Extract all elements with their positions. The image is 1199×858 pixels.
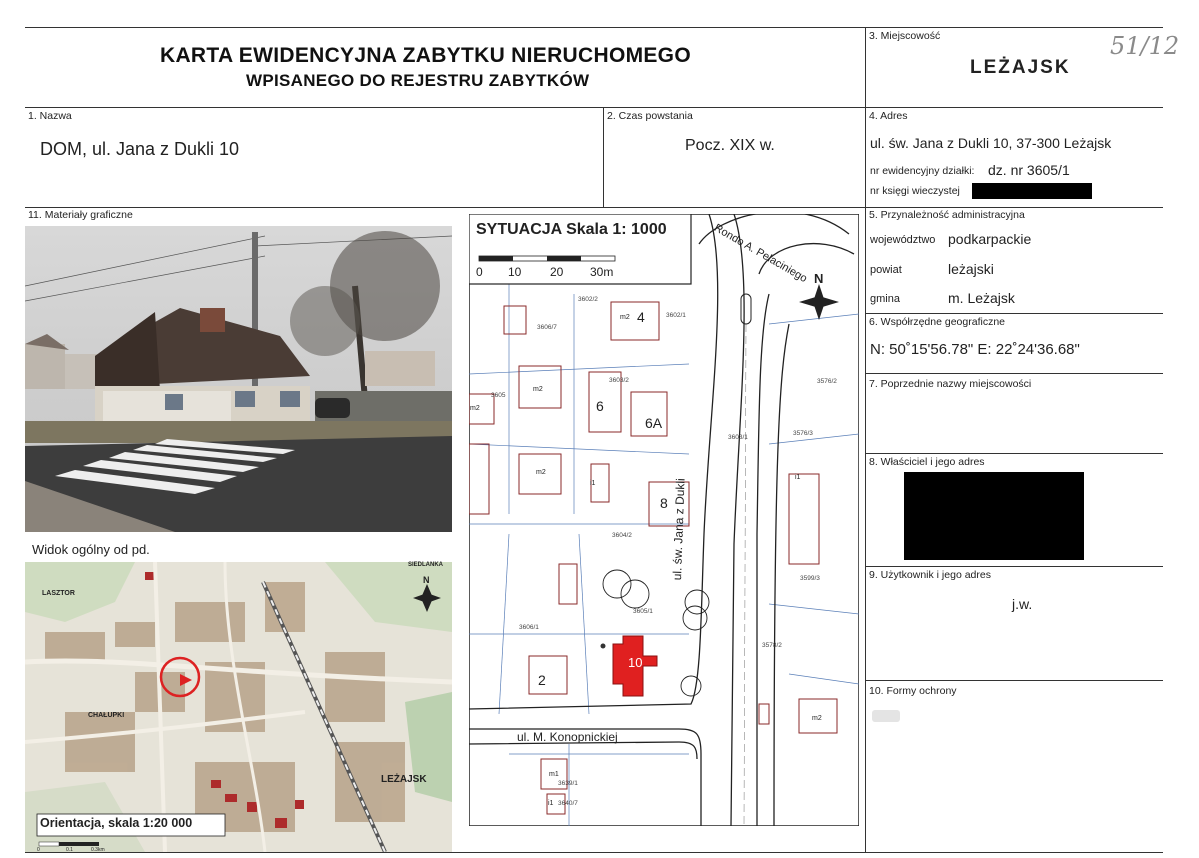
mark-i1-c: i1 — [548, 800, 554, 807]
place-chalupki: CHAŁUPKI — [88, 712, 125, 719]
header-vertical — [865, 27, 866, 852]
orientation-scale-1: 0.1 — [66, 847, 73, 853]
right-divider-5 — [865, 313, 1163, 314]
street-konopnickiej: ul. M. Konopnickiej — [517, 730, 618, 744]
wojewodztwo-value: podkarpackie — [948, 231, 1032, 247]
building-number-8: 8 — [660, 495, 668, 511]
situation-north: N — [814, 271, 824, 286]
mark-m2-b: m2 — [536, 469, 546, 476]
mark-m1: m1 — [549, 771, 559, 778]
right-divider-6 — [865, 373, 1163, 374]
miejscowosc-value: LEŻAJSK — [970, 57, 1071, 78]
situation-scale-0: 0 — [476, 265, 483, 279]
right-divider-4 — [865, 207, 1163, 208]
parcel-label: 3605/1 — [633, 608, 653, 615]
miejscowosc-label: 3. Miejscowość — [869, 30, 941, 42]
row1-divider — [25, 207, 865, 208]
parcel-label: 3606/1 — [519, 624, 539, 631]
wojewodztwo-label: województwo — [870, 234, 936, 246]
building-number-10: 10 — [628, 655, 643, 670]
parcel-label: 3602/2 — [578, 296, 598, 303]
adres-value: ul. św. Jana z Dukli 10, 37-300 Leżajsk — [870, 135, 1112, 151]
powiat-label: powiat — [870, 264, 902, 276]
building-number-6a: 6A — [645, 415, 663, 431]
orientation-scale-0: 0 — [37, 847, 40, 853]
right-divider-8 — [865, 566, 1163, 567]
parcel-label: 3603/2 — [609, 377, 629, 384]
powiat-value: leżajski — [948, 261, 994, 277]
situation-scale-1: 10 — [508, 265, 522, 279]
mark-m2-d: m2 — [812, 715, 822, 722]
wlasciciel-redaction — [904, 472, 1084, 560]
street-dukli: ul. św. Jana z Dukli — [670, 478, 688, 581]
card-title-line1: KARTA EWIDENCYJNA ZABYTKU NIERUCHOMEGO — [160, 44, 691, 67]
situation-scale-3: 30m — [590, 265, 614, 279]
wspolrzedne-label: 6. Współrzędne geograficzne — [869, 316, 1005, 328]
wspolrzedne-value: N: 50˚15'56.78" E: 22˚24'36.68" — [870, 341, 1080, 358]
gmina-label: gmina — [870, 293, 900, 305]
gmina-value: m. Leżajsk — [948, 290, 1015, 306]
situation-scale-2: 20 — [550, 265, 564, 279]
street-rondo: Rondo A. Pelaciniego — [712, 222, 810, 285]
przynaleznosc-label: 5. Przynależność administracyjna — [869, 209, 1025, 221]
building-photo — [25, 226, 452, 532]
situation-title: SYTUACJA Skala 1: 1000 — [476, 221, 667, 238]
orientation-north: N — [423, 575, 430, 585]
formy-label: 10. Formy ochrony — [869, 685, 957, 697]
parcel-label: 3578/2 — [762, 642, 782, 649]
parcel-label: 3604/2 — [612, 532, 632, 539]
photo-caption: Widok ogólny od pd. — [32, 542, 150, 557]
nazwa-value: DOM, ul. Jana z Dukli 10 — [40, 139, 240, 159]
nazwa-label: 1. Nazwa — [28, 110, 72, 122]
orientation-map — [25, 562, 452, 852]
mark-m2-c: m2 — [470, 405, 480, 412]
dzialka-label: nr ewidencyjny działki: — [870, 165, 975, 177]
parcel-label: 3576/2 — [817, 378, 837, 385]
building-number-4: 4 — [637, 309, 645, 325]
parcel-label: 3576/3 — [793, 430, 813, 437]
uzytkownik-label: 9. Użytkownik i jego adres — [869, 569, 991, 581]
place-laszt or: LASZTOR — [42, 590, 75, 597]
card-title-line2: WPISANEGO DO REJESTRU ZABYTKÓW — [246, 71, 590, 90]
top-border — [25, 27, 1163, 28]
mark-i1-b: i1 — [795, 474, 801, 481]
parcel-label: 3606/7 — [537, 324, 557, 331]
dzialka-value: dz. nr 3605/1 — [988, 162, 1070, 178]
place-siedlanka: SIEDLANKA — [408, 562, 444, 568]
parcel-label: 3603/1 — [728, 434, 748, 441]
faint-stamp — [872, 710, 900, 722]
parcel-label: 3605 — [491, 392, 506, 399]
header-divider — [25, 107, 1163, 108]
poprzednie-label: 7. Poprzednie nazwy miejscowości — [869, 378, 1032, 390]
parcel-label: 3639/1 — [558, 780, 578, 787]
mark-i1-a: i1 — [590, 480, 596, 487]
wlasciciel-label: 8. Właściciel i jego adres — [869, 456, 985, 468]
parcel-label: 3602/1 — [666, 312, 686, 319]
mark-m2-a: m2 — [533, 386, 543, 393]
handwritten-number: 51/12 — [1110, 32, 1180, 60]
right-divider-7 — [865, 453, 1163, 454]
adres-label: 4. Adres — [869, 110, 908, 122]
parcel-label: 3640/7 — [558, 800, 578, 807]
czas-label: 2. Czas powstania — [607, 110, 693, 122]
ksiega-label: nr księgi wieczystej — [870, 185, 960, 197]
materialy-label: 11. Materiały graficzne — [28, 209, 133, 221]
orientation-caption: Orientacja, skala 1:20 000 — [40, 816, 193, 830]
name-time-divider — [603, 107, 604, 207]
building-number-2: 2 — [538, 672, 546, 688]
ksiega-redaction — [972, 183, 1092, 199]
czas-value: Pocz. XIX w. — [685, 137, 775, 154]
uzytkownik-value: j.w. — [1012, 596, 1033, 612]
bottom-border — [25, 852, 1163, 853]
building-number-6: 6 — [596, 398, 604, 414]
parcel-label: 3599/3 — [800, 575, 820, 582]
orientation-scale-2: 0.3km — [91, 847, 105, 853]
place-lezajsk: LEŻAJSK — [381, 774, 427, 785]
mark-m2-e: m2 — [620, 314, 630, 321]
right-divider-9 — [865, 680, 1163, 681]
